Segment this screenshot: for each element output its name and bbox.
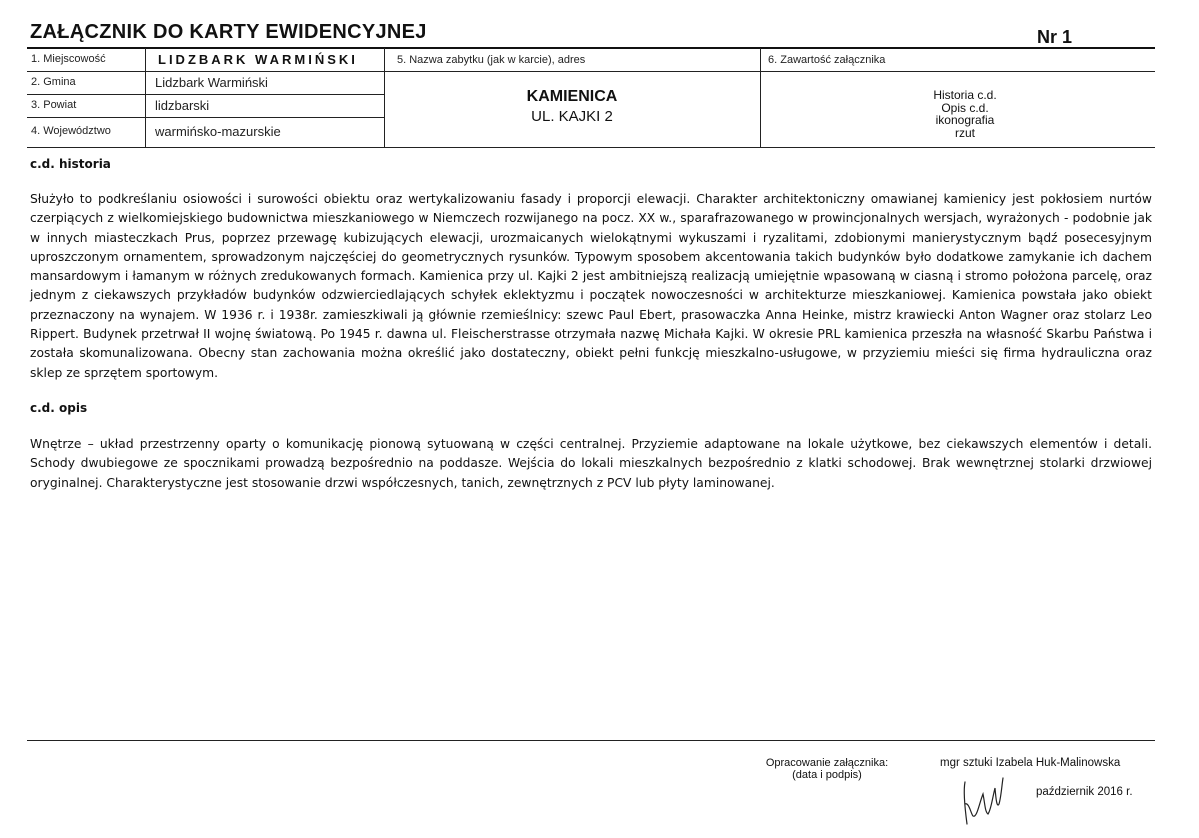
historia-heading: c.d. historia	[30, 157, 111, 171]
attachment-number: Nr 1	[1037, 27, 1073, 47]
miejscowosc-value: LIDZBARK WARMIŃSKI	[158, 52, 358, 67]
gmina-label: 2. Gmina	[31, 76, 76, 88]
contents-item: Historia c.d.	[933, 88, 997, 102]
miejscowosc-label: 1. Miejscowość	[31, 53, 106, 65]
contents-item: Opis c.d.	[941, 100, 989, 115]
opis-text: Wnętrze – układ przestrzenny oparty o komunikację pionową sytuowaną w części centralnej. Przyziemie adaptowane na lokale użytkowe, bez ciekawszych elementów i detali. Schody dwubiegowe ze spocznikami prowadzą bezpośrednio na poddasze. Wejścia do lokali mieszkalnych bezpośrednio z klatki schodowej. Brak wewnętrznej stolarki drzwiowej oryginalnej. Charakterystyczne jest stosowanie drzwi współczesnych, tanich, zewnętrznych z PCV lub płyty laminowanej.	[30, 437, 1152, 490]
zawartosc-label: 6. Zawartość załącznika	[768, 54, 886, 66]
footer-divider	[27, 740, 1155, 741]
prepared-label-text: Opracowanie załącznika:	[765, 757, 889, 769]
object-name: KAMIENICA	[526, 88, 618, 105]
wojewodztwo-value: warmińsko-mazurskie	[155, 124, 281, 139]
table-bottom-border	[27, 147, 1155, 148]
document-title: ZAŁĄCZNIK DO KARTY EWIDENCYJNEJ	[30, 21, 427, 43]
table-header-divider	[27, 71, 1155, 72]
nazwa-label: 5. Nazwa zabytku (jak w karcie), adres	[397, 54, 586, 66]
row-divider-1	[27, 94, 384, 95]
author-name: mgr sztuki Izabela Huk-Malinowska	[940, 757, 1121, 769]
powiat-label: 3. Powiat	[31, 99, 77, 111]
handwritten-signature	[955, 774, 1025, 834]
gmina-value: Lidzbark Warmiński	[155, 75, 268, 90]
row-divider-2	[27, 117, 384, 118]
object-address: UL. KAJKI 2	[531, 108, 613, 125]
prepared-label	[752, 757, 902, 781]
col-divider-a	[145, 48, 146, 147]
prepared-sub-text: (data i podpis)	[792, 769, 862, 781]
wojewodztwo-label: 4. Województwo	[31, 125, 111, 137]
opis-heading: c.d. opis	[30, 401, 88, 415]
contents-item: rzut	[954, 125, 975, 140]
prepared-date: październik 2016 r.	[1036, 786, 1133, 798]
contents-item: ikonografia	[935, 113, 995, 127]
contents-list	[760, 89, 1170, 139]
powiat-value: lidzbarski	[155, 98, 210, 113]
table-top-border	[27, 47, 1155, 49]
historia-text: Służyło to podkreślaniu osiowości i surowości obiektu oraz wertykalizowaniu fasady i proporcji elewacji. Charakter architektoniczny omawianej kamienicy jest pokłosiem nurtów czerpiących z wielkomiejskiego budownictwa mieszkaniowego w Niemczech rozwijanego na pocz. XX w., sparafrazowanego w prowincjonalnych wersjach, wyrażonych - podobnie jak w innych miasteczkach Prus, poprzez przewagę kubizujących elewacji, urozmaicanych wielokątnymi wykuszami i ryzalitami, zdobionymi manierystycznym bądź posecesyjnym uproszczonym ornamentem, sprowadzonym najczęściej do geometrycznych rysunków. Typowym sposobem akcentowania takich budynków było dodatkowe zamykanie ich dachem mansardowym i łamanym w różnych zredukowanych formach. Kamienica przy ul. Kajki 2 jest ambitniejszą realizacją umiejętnie wpasowaną w ciasną i stromo położona parcelę, oraz jednym z ciekawszych przykładów budynków odzwierciedlających schyłek eklektyzmu i początek nowoczesności w architekturze mieszkaniowej. Kamienica powstała jako obiekt przeznaczony na wynajem. W 1936 r. i 1938r. zamieszkiwali ją głównie rzemieślnicy: szewc Paul Ebert, prasowaczka Anna Heinke, mistrz krawiecki Anton Wagner oraz stolarz Leo Rippert. Budynek przetrwał II wojnę światową. Po 1945 r. dawna ul. Fleischerstrasse otrzymała nazwę Michała Kajki. W okresie PRL kamienica przeszła na własność Skarbu Państwa i została skomunalizowana. Obecny stan zachowania można określić jako dostateczny, obiekt pełni funkcję mieszkalno-usługowe, w przyziemiu mieści się firma hydrauliczna oraz sklep ze sprzętem sportowym.	[30, 192, 1152, 380]
